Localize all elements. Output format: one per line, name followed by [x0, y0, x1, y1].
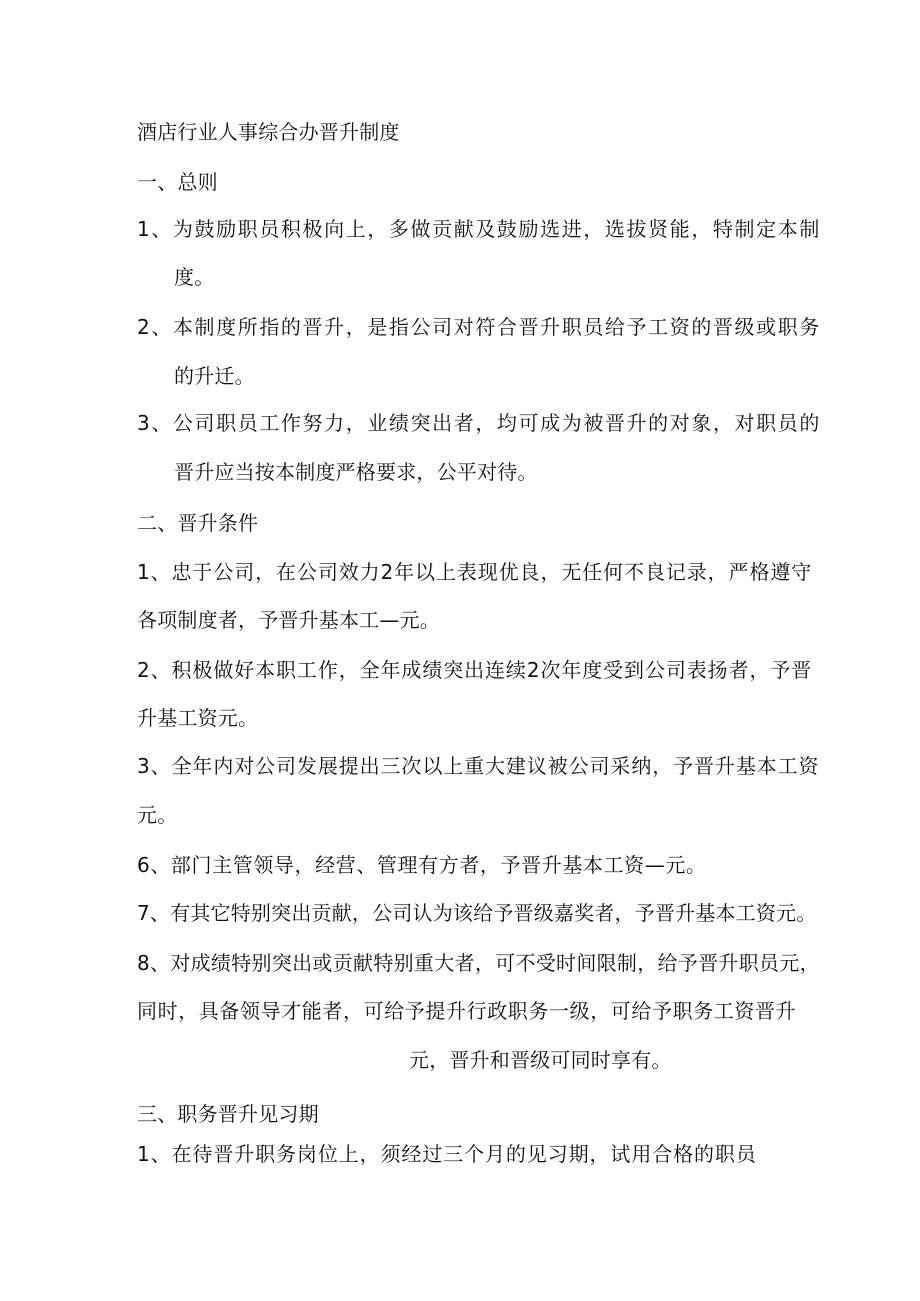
paragraph-continuation: 元。 [137, 803, 178, 827]
paragraph: 6、部门主管领导，经营、管理有方者，予晋升基本工资—元。 [137, 853, 707, 877]
paragraph: 8、对成绩特别突出或贡献特别重大者，可不受时间限制，给予晋升职员元， [137, 951, 820, 975]
paragraph-continuation: 晋升应当按本制度严格要求，公平对待。 [174, 460, 538, 484]
paragraph: 1、忠于公司，在公司效力2年以上表现优良，无任何不良记录，严格遵守 [137, 560, 813, 584]
section-heading: 二、晋升条件 [137, 511, 259, 535]
paragraph: 2、积极做好本职工作，全年成绩突出连续2次年度受到公司表扬者，予晋 [137, 658, 813, 682]
paragraph-continuation: 同时，具备领导才能者，可给予提升行政职务一级，可给予职务工资晋升 [137, 999, 797, 1023]
section-heading: 三、职务晋升见习期 [137, 1102, 319, 1126]
paragraph-continuation: 各项制度者，予晋升基本工—元。 [137, 608, 440, 632]
paragraph-continuation: 元，晋升和晋级可同时享有。 [409, 1048, 672, 1072]
paragraph: 1、在待晋升职务岗位上，须经过三个月的见习期，试用合格的职员 [137, 1142, 757, 1166]
paragraph-continuation: 度。 [174, 265, 215, 289]
paragraph: 2、本制度所指的晋升，是指公司对符合晋升职员给予工资的晋级或职务 [137, 315, 821, 339]
document-title: 酒店行业人事综合办晋升制度 [137, 120, 400, 144]
paragraph: 7、有其它特别突出贡献，公司认为该给予晋级嘉奖者，予晋升基本工资元。 [137, 901, 817, 925]
paragraph-continuation: 的升迁。 [174, 364, 255, 388]
paragraph: 3、公司职员工作努力，业绩突出者，均可成为被晋升的对象，对职员的 [137, 411, 821, 435]
paragraph-continuation: 升基工资元。 [137, 706, 259, 730]
paragraph: 1、为鼓励职员积极向上，多做贡献及鼓励选进，选拔贤能，特制定本制 [137, 217, 821, 241]
paragraph: 3、全年内对公司发展提出三次以上重大建议被公司采纳，予晋升基本工资 [137, 754, 820, 778]
section-heading: 一、总则 [137, 170, 218, 194]
